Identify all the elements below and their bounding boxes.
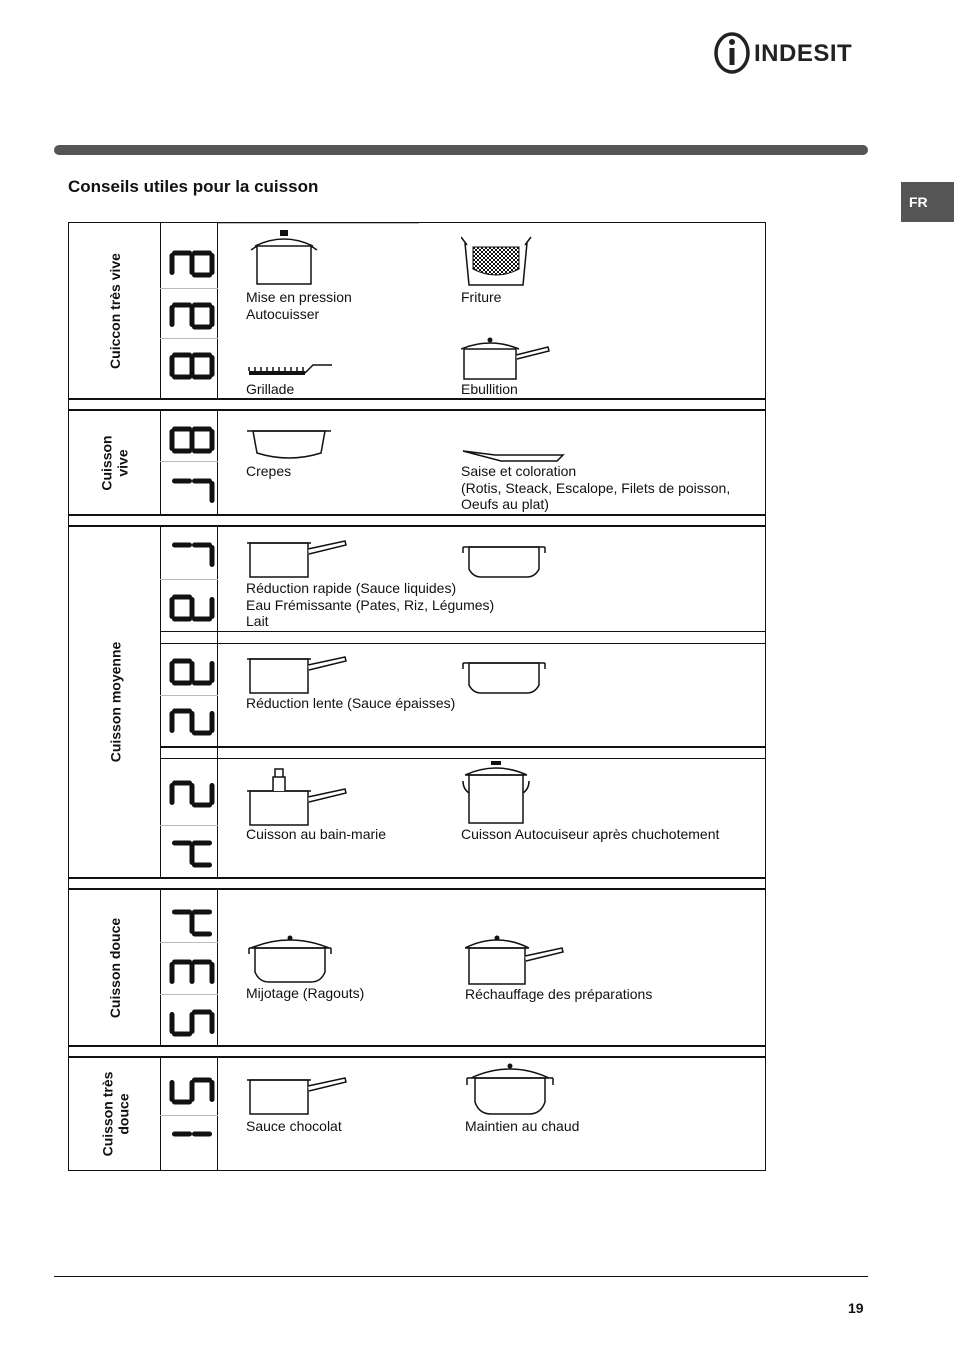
- item-label: Réduction rapide (Sauce liquides) Eau Frémissante (Pates, Riz, Légumes) Lait: [246, 580, 495, 629]
- digit-7-glyph: [169, 477, 215, 507]
- digit-6-glyph: [169, 593, 215, 623]
- cooking-row-vive: [68, 410, 766, 515]
- fryer-basket-icon: [461, 235, 536, 287]
- indesit-logo: [712, 30, 872, 76]
- display-digit: [177, 831, 207, 882]
- item-label: Réchauffage des préparations: [465, 986, 653, 1002]
- saucepan-lid-icon: [465, 934, 565, 986]
- item-label: Sauce chocolat: [246, 1118, 342, 1134]
- item-label: Maintien au chaud: [465, 1118, 580, 1134]
- brand-text: INDESIT: [754, 40, 853, 67]
- digit-4-glyph: [169, 839, 215, 869]
- display-digit: [177, 241, 207, 292]
- item-label: Crepes: [246, 463, 292, 479]
- digit-5-glyph: [169, 779, 215, 809]
- saucepan-icon: [461, 335, 551, 381]
- pot-icon: [461, 657, 551, 697]
- category-label: Cuisson très douce: [99, 1071, 131, 1157]
- category-cell: [69, 223, 161, 398]
- cooking-row-tres-douce: [68, 1057, 766, 1171]
- row-separator: [68, 1045, 766, 1057]
- display-digit: [177, 533, 207, 584]
- crepe-pan-icon: [247, 423, 337, 463]
- item-label: Mise en pression Autocuisser: [246, 289, 352, 322]
- cooking-row-moyenne: [68, 526, 766, 878]
- item-label: Réduction lente (Sauce épaisses): [246, 695, 456, 711]
- display-digit: [177, 1068, 207, 1119]
- cooking-row-tres-vive: [68, 222, 766, 399]
- item-label: Ebullition: [461, 381, 518, 397]
- row-separator: [68, 514, 766, 526]
- digit-3-glyph: [169, 958, 215, 988]
- digit-7-glyph: [169, 541, 215, 571]
- category-label: Cuisson vive: [98, 434, 131, 491]
- digit-9-glyph: [169, 301, 215, 331]
- pressure-cooker-icon: [461, 759, 541, 827]
- digit-6-glyph: [169, 657, 215, 687]
- pot-icon: [461, 541, 551, 581]
- digit-8-glyph: [169, 351, 215, 381]
- footer-rule: [54, 1276, 868, 1277]
- cooking-row-douce: [68, 889, 766, 1046]
- digit-2-glyph: [169, 1008, 215, 1038]
- digit-5-glyph: [169, 707, 215, 737]
- item-label: Saise et coloration (Rotis, Steack, Escalope, Filets de poisson, Oeufs au plat): [461, 463, 731, 512]
- display-digit: [177, 1000, 207, 1051]
- row-separator: [68, 398, 766, 410]
- pressure-cooker-icon: [249, 228, 329, 288]
- display-digit: [177, 950, 207, 1001]
- display-digit: [177, 417, 207, 468]
- saucepan-icon: [247, 653, 351, 695]
- display-digit: [177, 343, 207, 394]
- display-digit: [177, 585, 207, 636]
- bain-marie-icon: [247, 765, 351, 827]
- page-title: Conseils utiles pour la cuisson: [68, 177, 319, 196]
- category-cell: [69, 890, 161, 1045]
- language-tab[interactable]: FR: [901, 182, 954, 222]
- category-label: Cuiccon très vive: [107, 252, 123, 369]
- display-digit: [177, 469, 207, 520]
- category-cell: [69, 1058, 161, 1170]
- digit-4-glyph: [169, 908, 215, 938]
- item-label: Mijotage (Ragouts): [246, 985, 365, 1001]
- display-digit: [177, 771, 207, 822]
- digit-8-glyph: [169, 425, 215, 455]
- header-rule: [54, 145, 868, 155]
- display-digit: [177, 293, 207, 344]
- category-label: Cuisson moyenne: [107, 641, 123, 763]
- casserole-lid-icon: [247, 934, 337, 986]
- digit-2-glyph: [169, 1076, 215, 1106]
- grill-pan-icon: [247, 361, 337, 381]
- item-label: Friture: [461, 289, 502, 305]
- item-label: Cuisson Autocuiseur après chuchotement: [461, 826, 720, 842]
- display-digit: [177, 1122, 207, 1173]
- item-label: Grillade: [246, 381, 295, 397]
- category-label: Cuisson douce: [107, 917, 124, 1018]
- digit-1-glyph: [169, 1130, 215, 1160]
- saucepan-icon: [247, 537, 351, 579]
- display-digit: [177, 900, 207, 951]
- display-digit: [177, 699, 207, 750]
- casserole-lid-icon: [465, 1062, 559, 1118]
- saucepan-icon: [247, 1074, 351, 1116]
- item-label: Cuisson au bain-marie: [246, 826, 387, 842]
- frying-pan-icon: [461, 447, 571, 463]
- row-separator: [68, 877, 766, 889]
- category-cell: [69, 411, 161, 514]
- category-cell: [69, 527, 161, 877]
- digit-9-glyph: [169, 249, 215, 279]
- display-digit: [177, 649, 207, 700]
- page-number: 19: [848, 1300, 864, 1316]
